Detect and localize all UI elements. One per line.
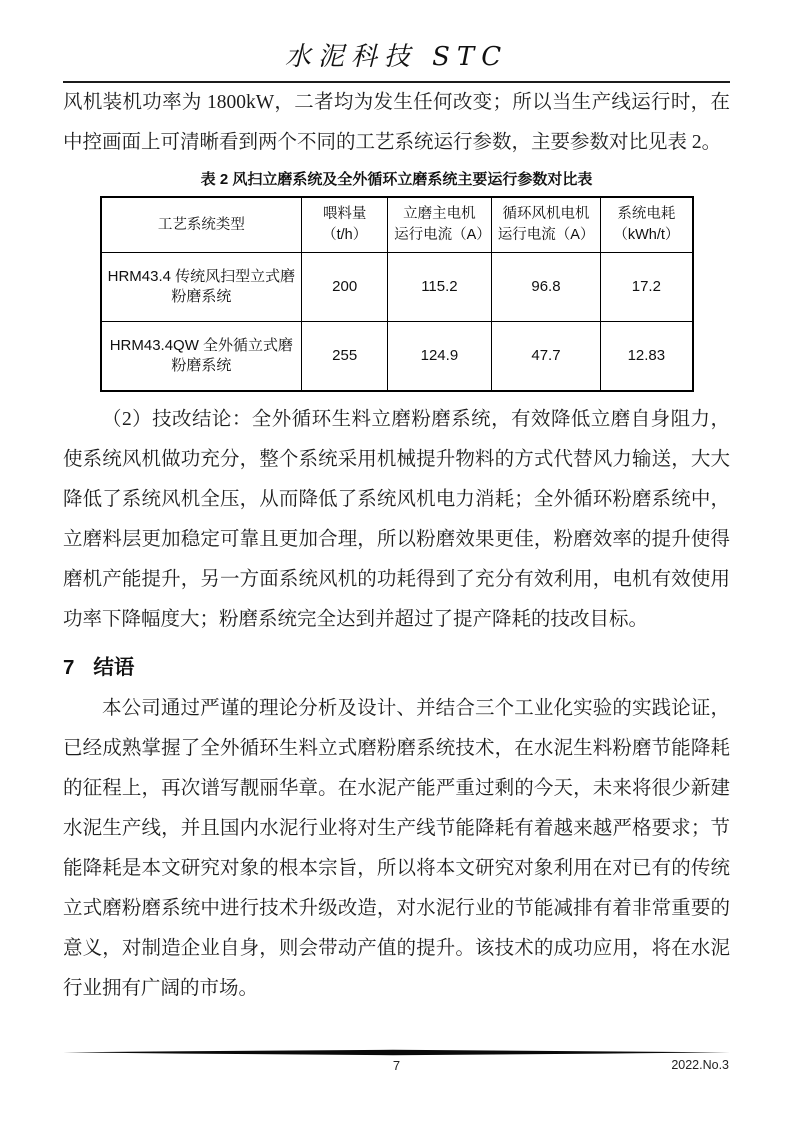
cell-power-consumption: 17.2 <box>601 253 693 322</box>
footer-divider <box>63 1049 730 1056</box>
cell-feed-rate: 255 <box>302 322 388 392</box>
page-footer <box>63 1049 730 1080</box>
cell-mill-motor-current: 115.2 <box>388 253 492 322</box>
parameters-table <box>100 196 694 392</box>
cell-mill-motor-current: 124.9 <box>388 322 492 392</box>
conclusion-paragraph: （2）技改结论：全外循环生料立磨粉磨系统，有效降低立磨自身阻力，使系统风机做功充分，整个系统采用机械提升物料的方式代替风力输送，大大降低了系统风机全压，从而降低了系统风机电力消耗；全外循环粉磨系统中，立磨料层更加稳定可靠且更加合理，所以粉磨效果更佳，粉磨效率的提升使得磨机产能提升，另一方面系统风机的功耗得到了充分有效利用，电机有效使用功率下降幅度大；粉磨系统完全达到并超过了提产降耗的技改目标。 <box>63 409 730 630</box>
column-header-unit: 运行电流（A） <box>394 227 491 243</box>
page-number: 7 <box>392 1058 401 1073</box>
column-header-label: 循环风机电机 <box>502 206 590 222</box>
table-header-row <box>101 197 693 253</box>
closing-paragraph: 本公司通过严谨的理论分析及设计、并结合三个工业化实验的实践论证，已经成熟掌握了全外循环生料立式磨粉磨系统技术，在水泥生料粉磨节能降耗的征程上，再次谱写靓丽华章。在水泥产能严重过剩的今天，未来将很少新建水泥生产线，并且国内水泥行业将对生产线节能降耗有着越来越严格要求；节能降耗是本文研究对象的根本宗旨，所以将本文研究对象利用在对已有的传统立式磨粉磨系统中进行技术升级改造，对水泥行业的节能减排有着非常重要的意义，对制造企业自身，则会带动产值的提升。该技术的成功应用，将在水泥行业拥有广阔的市场。 <box>63 698 730 999</box>
cell-fan-motor-current: 47.7 <box>491 322 601 392</box>
column-header-power-consumption <box>601 197 693 253</box>
section-title: 结语 <box>93 656 135 679</box>
table-row <box>101 322 693 392</box>
column-header-fan-motor-current <box>491 197 601 253</box>
cell-fan-motor-current: 96.8 <box>491 253 601 322</box>
column-header-label: 工艺系统类型 <box>157 216 245 233</box>
column-header-label: 系统电耗 <box>617 206 676 222</box>
column-header-unit: （t/h） <box>322 227 368 243</box>
table-row <box>101 253 693 322</box>
column-header-label: 喂料量 <box>322 206 367 222</box>
footer-row <box>63 1058 730 1080</box>
issue-number: 2022.No.3 <box>671 1058 729 1072</box>
column-header-unit: 运行电流（A） <box>497 227 595 243</box>
cell-system-type: HRM43.4 传统风扫型立式磨粉磨系统 <box>101 253 302 322</box>
journal-title: 水泥科技 STC <box>284 42 509 72</box>
column-header-label: 立磨主电机 <box>403 206 476 222</box>
column-header-feed-rate <box>302 197 388 253</box>
cell-feed-rate: 200 <box>302 253 388 322</box>
cell-system-type: HRM43.4QW 全外循立式磨粉磨系统 <box>101 322 302 392</box>
column-header-system-type <box>101 197 302 253</box>
page-content <box>63 0 730 1009</box>
column-header-unit: （kWh/t） <box>613 227 680 243</box>
cell-power-consumption: 12.83 <box>601 322 693 392</box>
table-caption: 表 2 风扫立磨系统及全外循环立磨系统主要运行参数对比表 <box>200 171 593 188</box>
section-number: 7 <box>63 656 75 679</box>
column-header-mill-motor-current <box>388 197 492 253</box>
section-heading <box>63 653 730 683</box>
intro-paragraph: 风机装机功率为 1800kW，二者均为发生任何改变；所以当生产线运行时，在中控画面上可清晰看到两个不同的工艺系统运行参数，主要参数对比见表 2。 <box>63 92 730 153</box>
